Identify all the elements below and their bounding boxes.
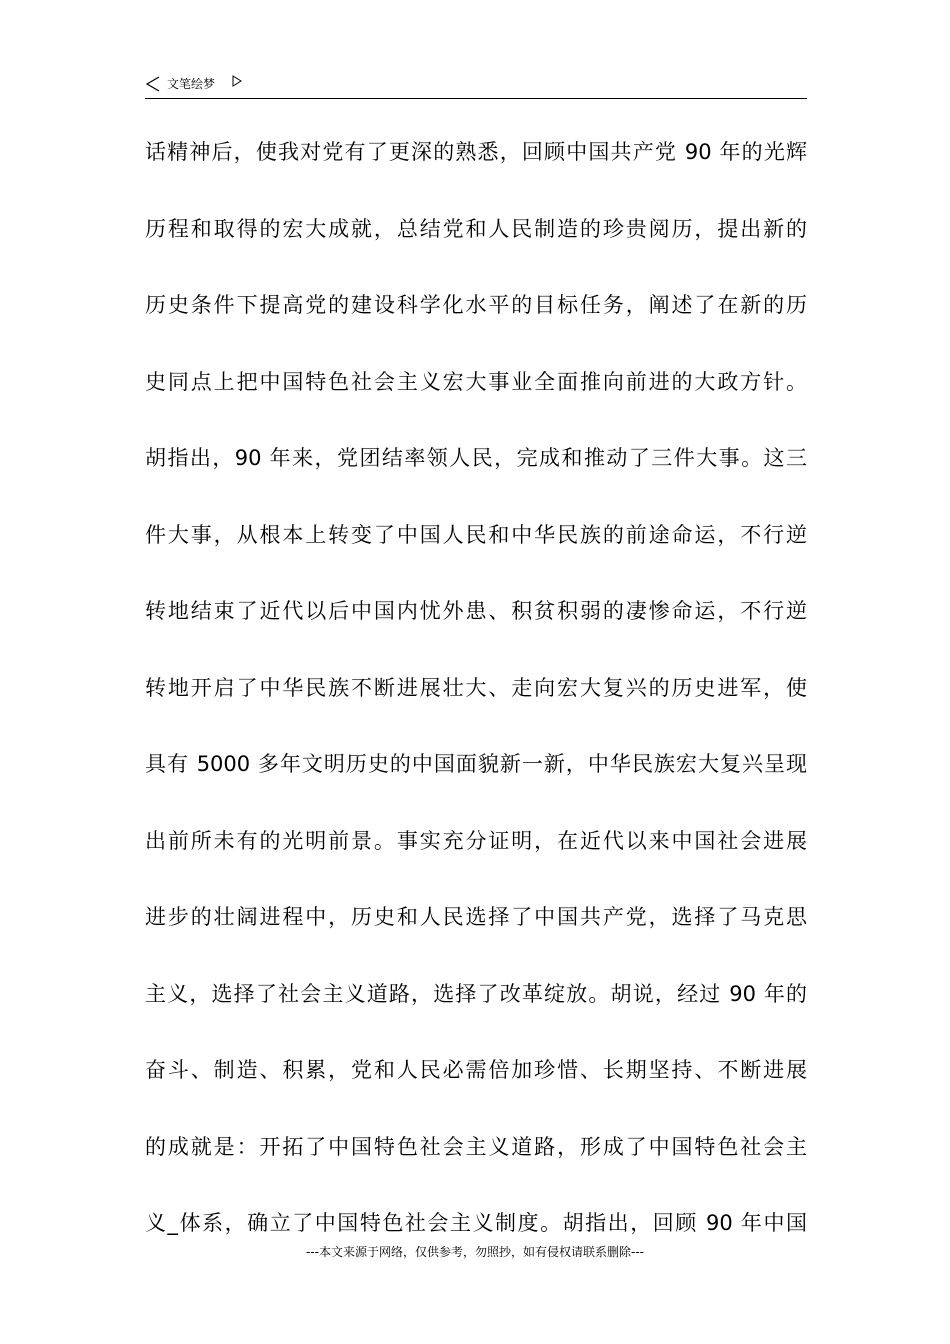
text-line: 件大事，从根本上转变了中国人民和中华民族的前途命运，不行逆	[145, 522, 807, 547]
footer-disclaimer: ---本文来源于网络，仅供参考，勿照抄，如有侵权请联系删除---	[306, 1245, 644, 1259]
text-line: 具有 5000 多年文明历史的中国面貌新一新，中华民族宏大复兴呈现	[145, 752, 807, 776]
text-line: 出前所未有的光明前景。事实充分证明，在近代以来中国社会进展	[145, 828, 807, 853]
text-line: 话精神后，使我对党有了更深的熟悉，回顾中国共产党 90 年的光辉	[145, 140, 807, 164]
header-title: 文笔绘梦	[167, 77, 216, 91]
text-line: 义_体系，确立了中国特色社会主义制度。胡指出，回顾 90 年中国	[145, 1211, 807, 1235]
text-line: 主义，选择了社会主义道路，选择了改革绽放。胡说，经过 90 年的	[145, 981, 807, 1006]
text-line: 历史条件下提高党的建设科学化水平的目标任务，阐述了在新的历	[145, 293, 807, 317]
text-line: 进步的壮阔进程中，历史和人民选择了中国共产党，选择了马克思	[145, 905, 807, 929]
text-line: 转地结束了近代以后中国内忧外患、积贫积弱的凄惨命运，不行逆	[145, 599, 807, 623]
text-line: 史同点上把中国特色社会主义宏大事业全面推向前进的大政方针。	[145, 369, 807, 394]
text-line: 的成就是：开拓了中国特色社会主义道路，形成了中国特色社会主	[145, 1134, 807, 1159]
text-line: 胡指出，90 年来，党团结率领人民，完成和推动了三件大事。这三	[145, 446, 807, 470]
text-line: 历程和取得的宏大成就，总结党和人民制造的珍贵阅历，提出新的	[145, 216, 807, 241]
text-line: 奋斗、制造、积累，党和人民必需倍加珍惜、长期坚持、不断进展	[145, 1058, 807, 1082]
text-line: 转地开启了中华民族不断进展壮大、走向宏大复兴的历史进军，使	[145, 675, 807, 700]
page-header	[145, 72, 807, 99]
body-text	[145, 118, 807, 1266]
triangle-right-icon	[232, 75, 242, 87]
triangle-left-icon	[145, 76, 161, 92]
